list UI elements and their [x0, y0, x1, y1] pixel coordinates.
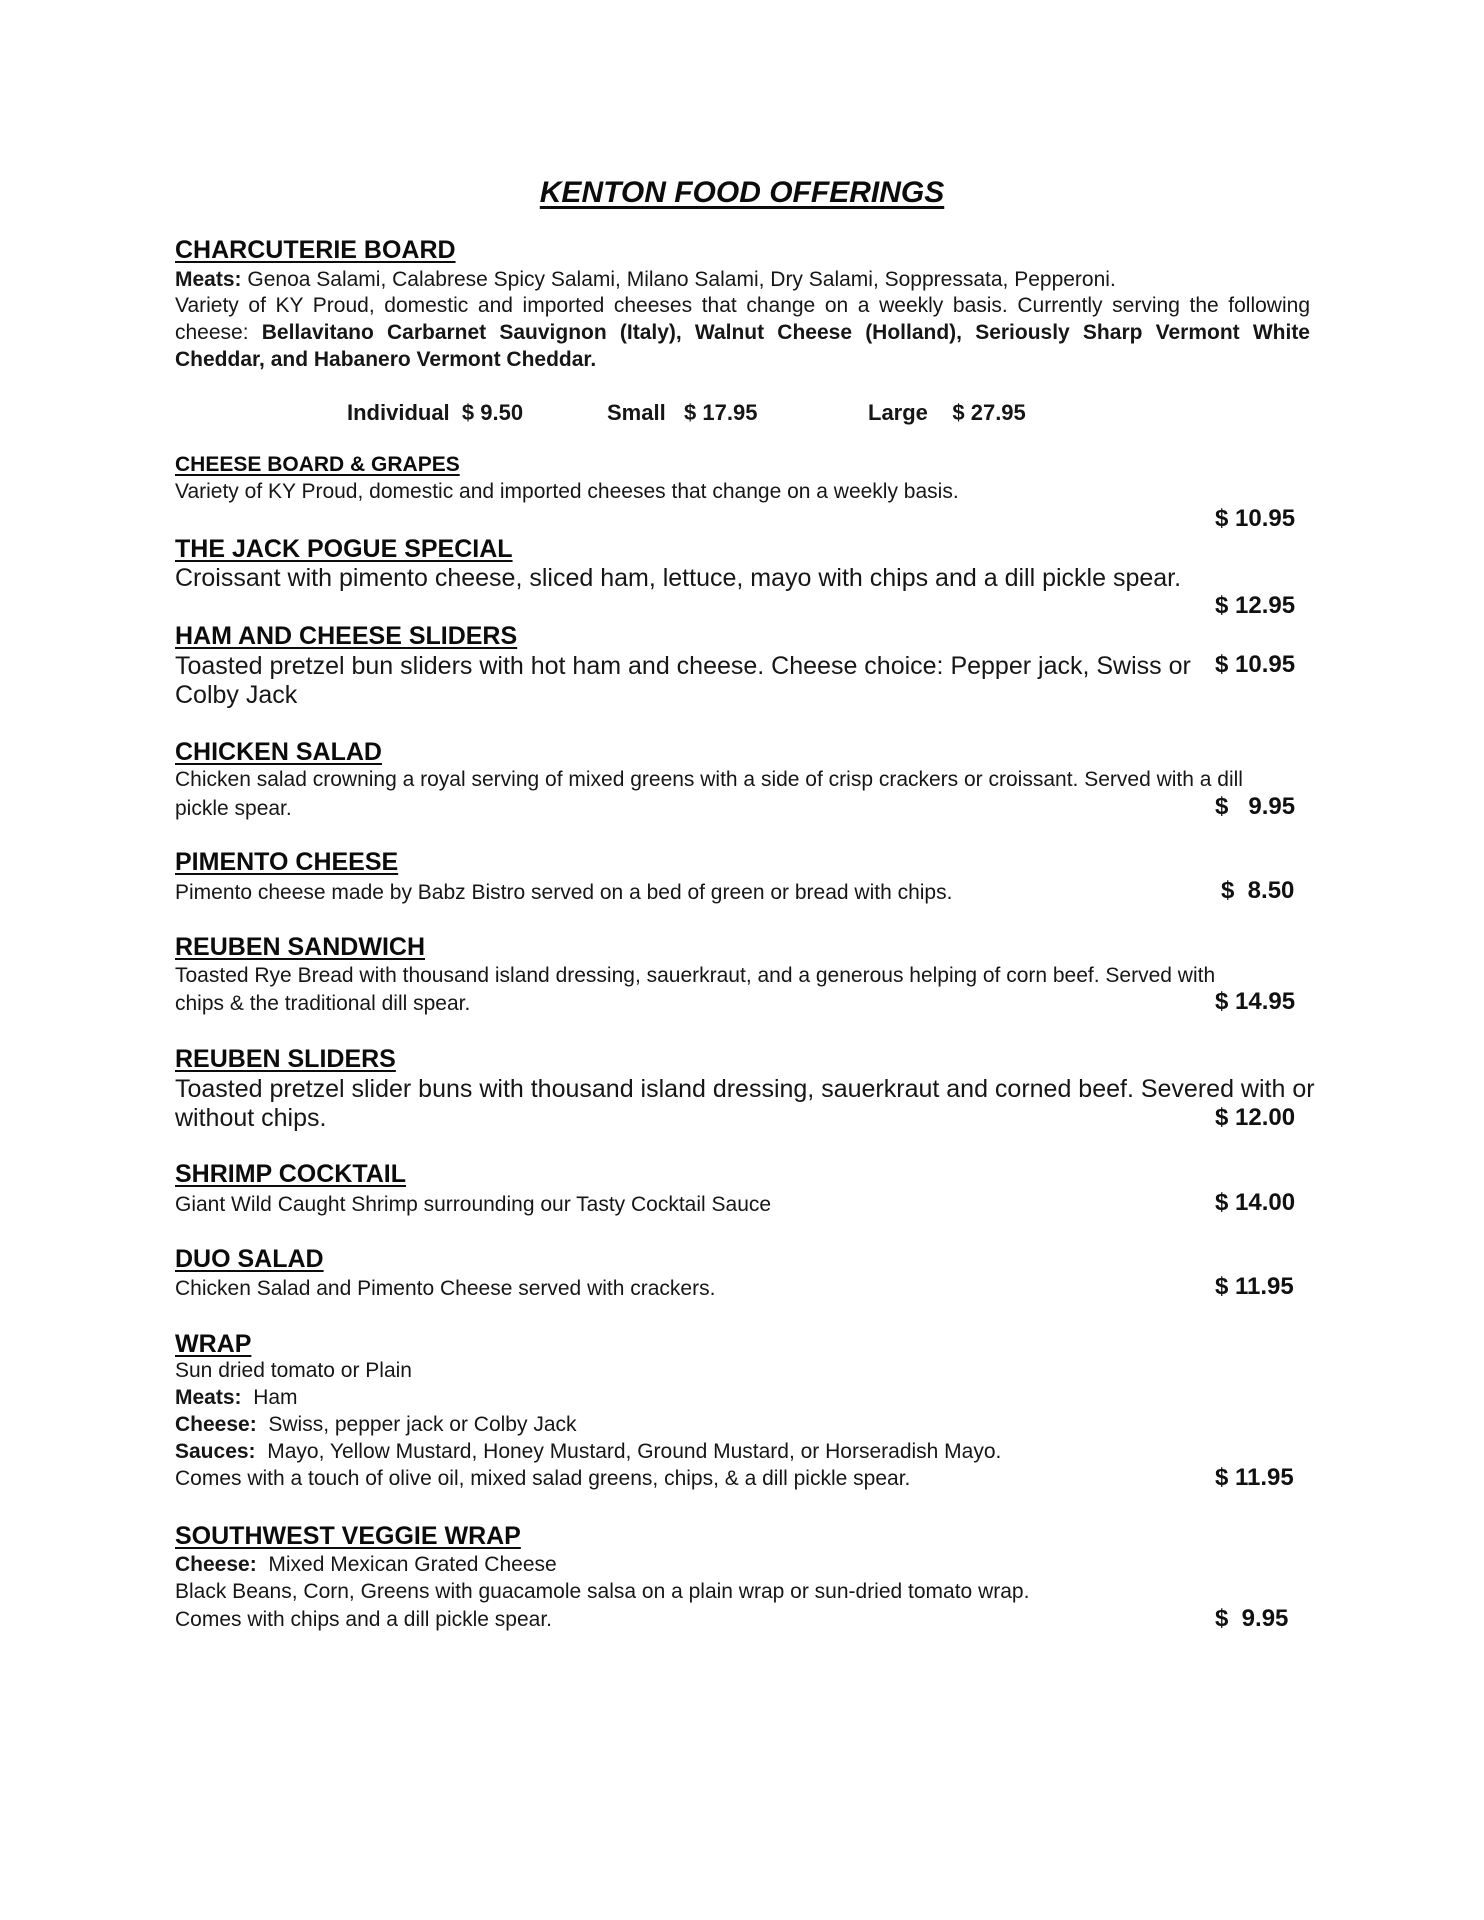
- charcuterie-description: [175, 292, 1310, 373]
- jack-pogue-heading: THE JACK POGUE SPECIAL: [175, 535, 513, 563]
- size-large: [868, 400, 1026, 426]
- size-large-label: Large: [868, 400, 928, 425]
- size-small-label: Small: [607, 400, 666, 425]
- cheese-board-description: Variety of KY Proud, domestic and imported cheeses that change on a weekly basis.: [175, 480, 959, 503]
- pimento-heading: PIMENTO CHEESE: [175, 848, 399, 876]
- wrap-price: $ 11.95: [1215, 1464, 1294, 1491]
- page-title: KENTON FOOD OFFERINGS: [539, 176, 945, 209]
- jack-pogue-price: $ 12.95: [1215, 592, 1296, 619]
- charcuterie-meats-label: Meats:: [175, 268, 242, 291]
- wrap-meats-label: Meats:: [175, 1386, 242, 1409]
- wrap-cheese-label: Cheese:: [175, 1413, 257, 1436]
- wrap-heading: WRAP: [175, 1330, 252, 1358]
- charcuterie-variety: Variety of KY Proud, domestic and imported cheeses that change on a weekly basis. Currently serving the following cheese:: [175, 294, 1310, 344]
- chicken-salad-line1: Chicken salad crowning a royal serving of mixed greens with a side of crisp crackers or croissant. Served with a dill: [175, 768, 1243, 791]
- reuben-sliders-line1: Toasted pretzel slider buns with thousand island dressing, sauerkraut and corned beef. Severed with or: [175, 1075, 1315, 1103]
- pimento-description: Pimento cheese made by Babz Bistro served on a bed of green or bread with chips.: [175, 881, 953, 904]
- shrimp-heading: SHRIMP COCKTAIL: [175, 1160, 407, 1188]
- duo-price: $ 11.95: [1215, 1273, 1294, 1300]
- veggie-wrap-price: $ 9.95: [1215, 1605, 1289, 1632]
- size-individual-price: $ 9.50: [461, 400, 524, 425]
- wrap-meats-value: Ham: [253, 1386, 298, 1409]
- veggie-wrap-cheese: [175, 1551, 557, 1578]
- shrimp-description: Giant Wild Caught Shrimp surrounding our Tasty Cocktail Sauce: [175, 1193, 772, 1216]
- wrap-cheese-value: Swiss, pepper jack or Colby Jack: [268, 1413, 577, 1436]
- wrap-cheese: [175, 1411, 577, 1438]
- reuben-sandwich-price: $ 14.95: [1215, 988, 1296, 1015]
- size-large-price: $ 27.95: [952, 400, 1026, 425]
- chicken-salad-heading: CHICKEN SALAD: [175, 738, 382, 766]
- charcuterie-meats-list: Genoa Salami, Calabrese Spicy Salami, Milano Salami, Dry Salami, Soppressata, Pepperoni.: [247, 268, 1116, 291]
- size-individual: [347, 400, 523, 426]
- reuben-sandwich-heading: REUBEN SANDWICH: [175, 933, 425, 961]
- veggie-wrap-cheese-value: Mixed Mexican Grated Cheese: [268, 1553, 557, 1576]
- charcuterie-meats: [175, 266, 1116, 293]
- veggie-wrap-line1: Black Beans, Corn, Greens with guacamole salsa on a plain wrap or sun-dried tomato wrap.: [175, 1580, 1030, 1603]
- jack-pogue-description: Croissant with pimento cheese, sliced ham, lettuce, mayo with chips and a dill pickle spear.: [175, 564, 1182, 592]
- veggie-wrap-cheese-label: Cheese:: [175, 1553, 257, 1576]
- duo-description: Chicken Salad and Pimento Cheese served with crackers.: [175, 1277, 716, 1300]
- size-small-price: $ 17.95: [684, 400, 758, 425]
- veggie-wrap-line2: Comes with chips and a dill pickle spear.: [175, 1608, 553, 1631]
- ham-sliders-line1: Toasted pretzel bun sliders with hot ham and cheese. Cheese choice: Pepper jack, Swiss or: [175, 652, 1191, 680]
- chicken-salad-line2: pickle spear.: [175, 797, 292, 820]
- cheese-board-price: $ 10.95: [1215, 505, 1296, 532]
- size-individual-label: Individual: [347, 400, 450, 425]
- reuben-sandwich-line2: chips & the traditional dill spear.: [175, 992, 471, 1015]
- reuben-sliders-price: $ 12.00: [1215, 1104, 1296, 1131]
- size-small: [607, 400, 757, 426]
- ham-sliders-heading: HAM AND CHEESE SLIDERS: [175, 622, 518, 650]
- pimento-price: $ 8.50: [1221, 877, 1295, 904]
- wrap-comes-with: Comes with a touch of olive oil, mixed salad greens, chips, & a dill pickle spear.: [175, 1467, 911, 1490]
- ham-sliders-line2: Colby Jack: [175, 681, 298, 709]
- wrap-line1: Sun dried tomato or Plain: [175, 1359, 412, 1382]
- reuben-sliders-heading: REUBEN SLIDERS: [175, 1045, 396, 1073]
- wrap-sauces: [175, 1438, 1001, 1465]
- wrap-sauces-label: Sauces:: [175, 1440, 256, 1463]
- duo-heading: DUO SALAD: [175, 1245, 324, 1273]
- charcuterie-heading: CHARCUTERIE BOARD: [175, 236, 456, 264]
- wrap-meats: [175, 1384, 298, 1411]
- ham-sliders-price: $ 10.95: [1215, 651, 1296, 678]
- cheese-board-heading: CHEESE BOARD & GRAPES: [175, 453, 460, 476]
- shrimp-price: $ 14.00: [1215, 1189, 1296, 1216]
- charcuterie-cheeses: Bellavitano Carbarnet Sauvignon (Italy), Walnut Cheese (Holland), Seriously Sharp Vermont White Cheddar, and Habanero Vermont Cheddar.: [175, 321, 1310, 371]
- chicken-salad-price: $ 9.95: [1215, 793, 1296, 820]
- reuben-sandwich-line1: Toasted Rye Bread with thousand island dressing, sauerkraut, and a generous helping of corn beef. Served with: [175, 964, 1216, 987]
- wrap-sauces-value: Mayo, Yellow Mustard, Honey Mustard, Ground Mustard, or Horseradish Mayo.: [267, 1440, 1002, 1463]
- veggie-wrap-heading: SOUTHWEST VEGGIE WRAP: [175, 1522, 521, 1550]
- reuben-sliders-line2: without chips.: [175, 1104, 327, 1132]
